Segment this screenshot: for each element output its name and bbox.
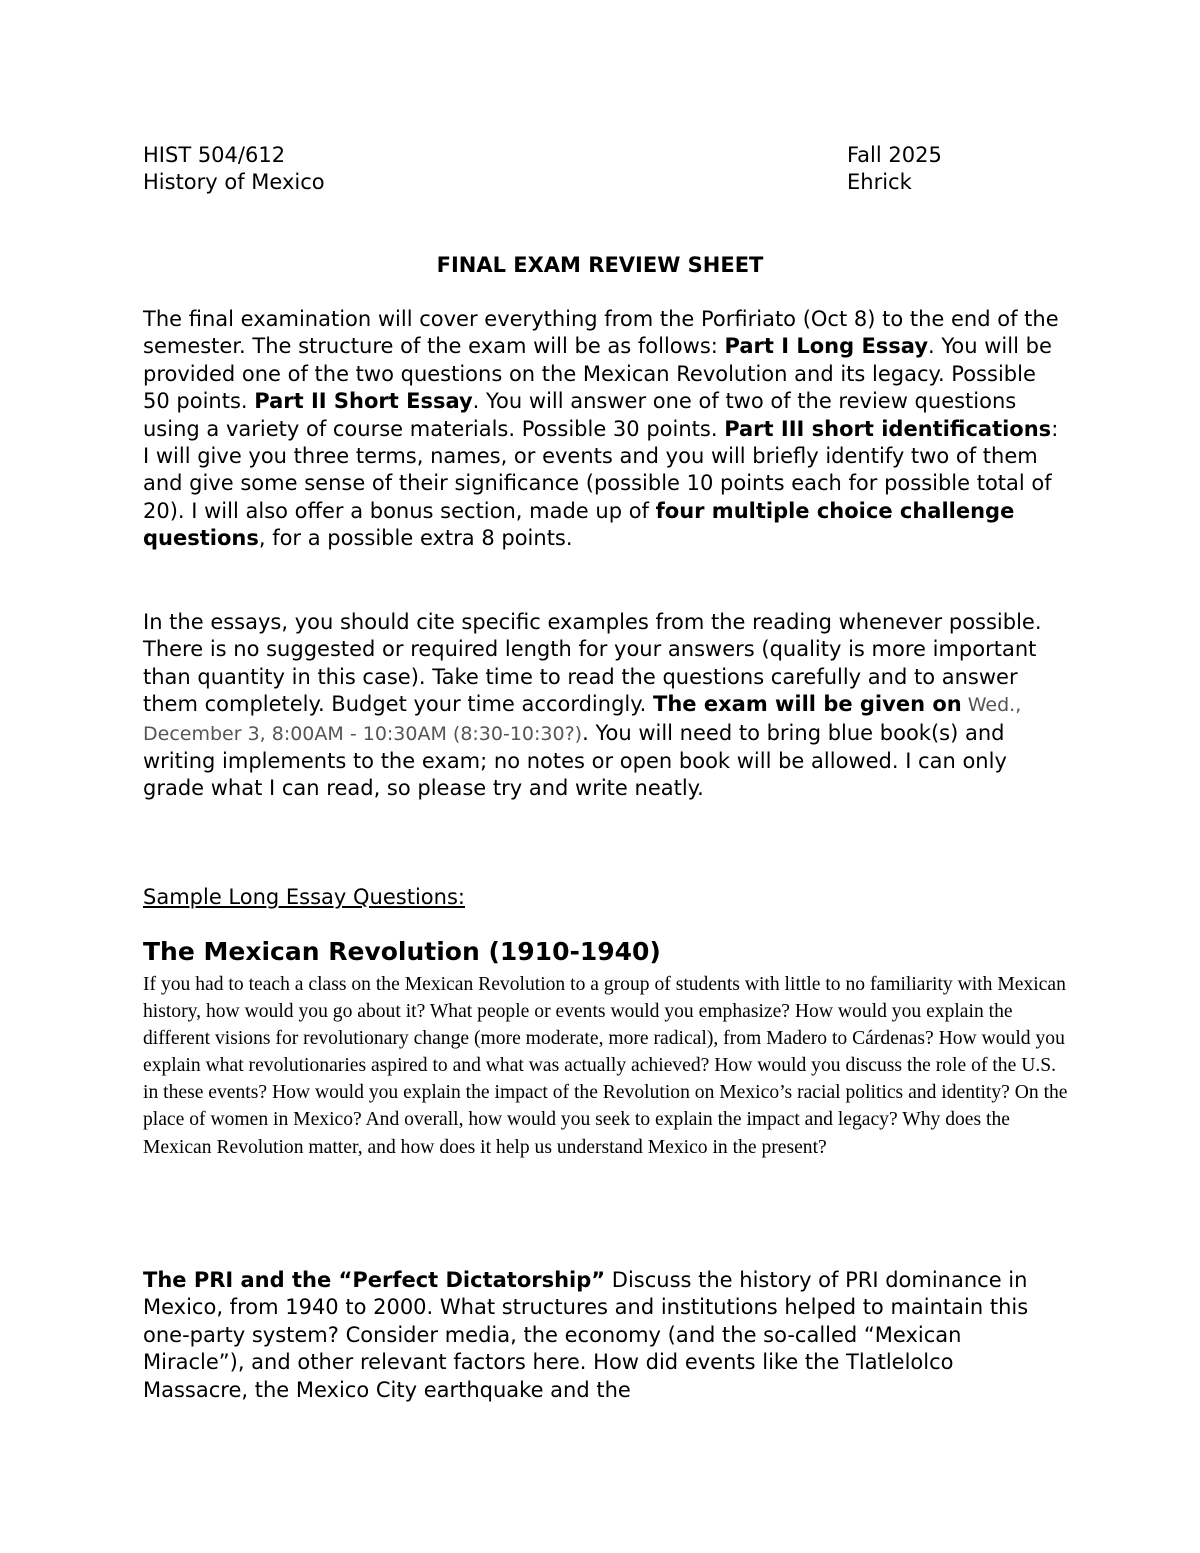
question-1-text: If you had to teach a class on the Mexican Revolution to a group of students with little to no familiarity with Mexican history, how would you go about it? What people or events would you emphasize? How would you explain the different visions for revolutionary change (more moderate, more radical), from Madero to Cárdenas? How would you explain what revolutionaries aspired to and what was actually achieved? How would you discuss the role of the U.S. in these events? How would you explain the impact of the Revolution on Mexico’s racial politics and identity? On the place of women in Mexico? And overall, how would you seek to explain the impact and legacy? Why does the Mexican Revolution matter, and how does it help us understand Mexico in the present? (143, 974, 1068, 1158)
bonus-label: four multiple choice challenge questions (143, 498, 1015, 551)
instructor: Ehrick (847, 170, 912, 194)
question-1-heading: The Mexican Revolution (1910-1940) (143, 937, 661, 966)
intro-text-2: . You will be provided one of the two questions on the Mexican Revolution and its legacy. Possible 50 points. (143, 334, 1052, 414)
exam-date: Wed., December 3, 8:00AM - 10:30AM (8:30-10:30?) (143, 694, 1022, 745)
term: Fall 2025 (847, 143, 942, 167)
page-title: FINAL EXAM REVIEW SHEET (436, 253, 764, 277)
question-2-paragraph (143, 1267, 1063, 1404)
essays-text-2: . You will need to bring blue book(s) and writing implements to the exam; no notes or open book will be allowed. I can only grade what I can read, so please try and write neatly. (143, 720, 1007, 801)
intro-text-1: The final examination will cover everything from the Porfiriato (Oct 8) to the end of the semester. The structure of the exam will be as follows: (143, 307, 1059, 359)
question-2-heading: The PRI and the “Perfect Dictatorship” (143, 1268, 606, 1292)
intro-text-3: . You will answer one of two of the review questions using a variety of course materials. Possible 30 points. (143, 389, 1017, 441)
essays-text-1: In the essays, you should cite specific examples from the reading whenever possible. There is no suggested or required length for your answers (quality is more important than quantity in this case). Take time to read the questions carefully and to answer them completely. Budget your time accordingly. (143, 610, 1042, 717)
question-2-text: Discuss the history of PRI dominance in Mexico, from 1940 to 2000. What structures and institutions helped to maintain this one-party system? Consider media, the economy (and the so-called “Mexican Miracle”), and other relevant factors here. How did events like the Tlatlelolco Massacre, the Mexico City earthquake and the (143, 1268, 1029, 1402)
intro-text-5: , for a possible extra 8 points. (258, 526, 573, 551)
intro-text-4: : I will give you three terms, names, or events and you will briefly identify two of them and give some sense of their significance (possible 10 points each for possible total of 20). I will also offer a bonus section, made up of (143, 416, 1059, 523)
part-3-label: Part III short identifications (724, 416, 1052, 441)
course-number: HIST 504/612 (143, 143, 286, 167)
essays-paragraph (143, 609, 1063, 803)
exam-date-label: The exam will be given on (653, 692, 962, 717)
part-1-label: Part I Long Essay (724, 334, 929, 359)
intro-paragraph (143, 306, 1063, 553)
course-title: History of Mexico (143, 170, 325, 194)
part-2-label: Part II Short Essay (254, 389, 473, 414)
sample-questions-label: Sample Long Essay Questions: (143, 885, 465, 909)
